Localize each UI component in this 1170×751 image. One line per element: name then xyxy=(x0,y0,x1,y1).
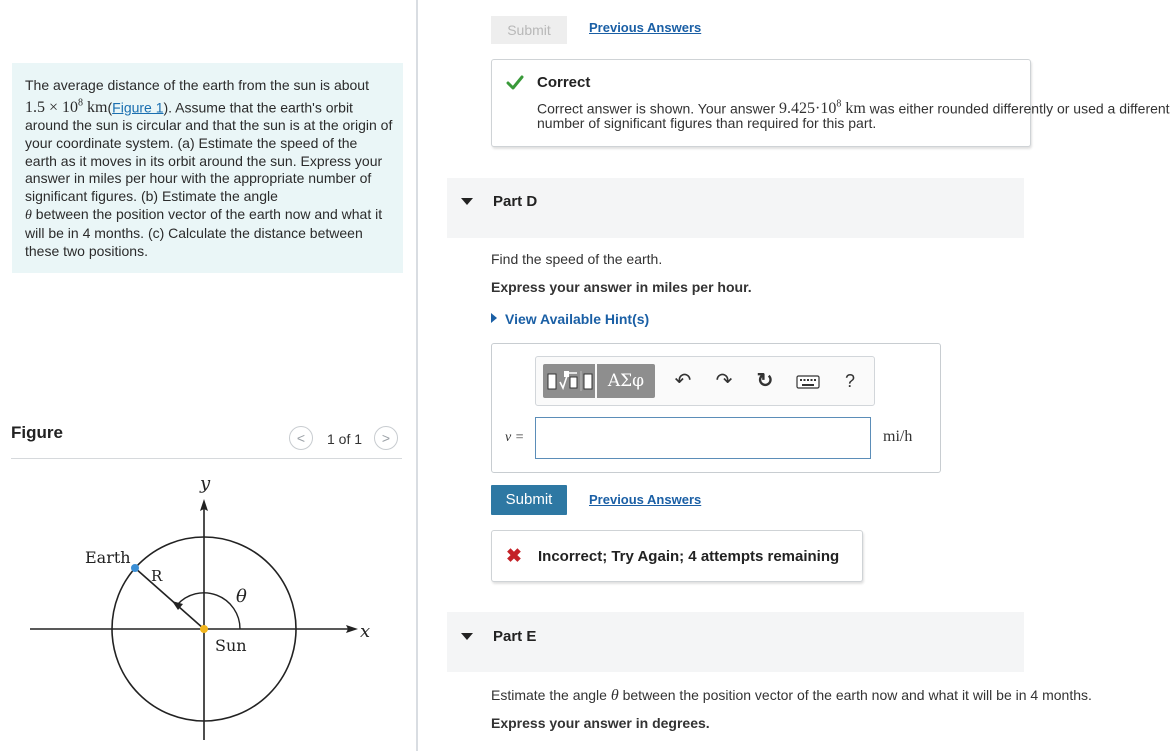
expand-triangle-icon xyxy=(491,313,497,323)
figure-link[interactable]: Figure 1 xyxy=(112,99,164,116)
part-e-prompt: Estimate the angle θ between the position vector of the earth now and what it will be in 4 months. xyxy=(491,687,1092,704)
figure-pager: 1 of 1 xyxy=(327,431,363,447)
figure-divider xyxy=(11,458,402,459)
orbit-figure xyxy=(20,465,400,745)
variable-label: v = xyxy=(505,430,525,445)
undo-icon[interactable]: ↶ xyxy=(674,370,692,392)
part-c-submit-button: Submit xyxy=(491,16,567,44)
templates-icon xyxy=(543,364,595,398)
answer-input[interactable] xyxy=(535,417,871,459)
correct-title: Correct xyxy=(537,74,591,91)
part-e-instruction: Express your answer in degrees. xyxy=(491,715,710,731)
figure-next-button[interactable]: > xyxy=(374,426,398,450)
figure-title: Figure xyxy=(11,423,63,442)
problem-text-3: between the position vector of the earth now and what it will be in 4 months. (c) Calculate the distance between these two positions. xyxy=(25,205,383,259)
correct-message-line2: number of significant figures than required for this part. xyxy=(537,115,877,131)
x-axis-label: x xyxy=(360,621,371,642)
part-d-title: Part D xyxy=(493,193,538,210)
part-e-title: Part E xyxy=(493,628,537,645)
theta-arc xyxy=(177,593,240,629)
templates-button[interactable] xyxy=(543,364,595,398)
part-d-prompt: Find the speed of the earth. xyxy=(491,251,663,267)
earth-label: Earth xyxy=(85,548,131,567)
problem-text-1: The average distance of the earth from the sun is about xyxy=(25,77,369,93)
part-d-instruction: Express your answer in miles per hour. xyxy=(491,279,752,295)
keyboard-icon[interactable] xyxy=(796,374,820,390)
sun-label: Sun xyxy=(215,636,247,655)
distance-value: $1.5 \times 10^8$ km xyxy=(25,97,108,117)
x-icon: ✖ xyxy=(506,546,522,567)
radius-label: R xyxy=(151,567,163,585)
y-axis-label: y xyxy=(200,473,211,494)
radius-line xyxy=(135,568,204,629)
view-hints-link[interactable]: View Available Hint(s) xyxy=(491,311,649,327)
unit-label: mi/h xyxy=(883,428,913,445)
help-icon[interactable]: ? xyxy=(844,371,855,391)
incorrect-feedback-text: Incorrect; Try Again; 4 attempts remaining xyxy=(538,548,840,565)
figure-prev-button[interactable]: < xyxy=(289,426,313,450)
earth-dot xyxy=(131,564,139,572)
theta-label: θ xyxy=(236,586,247,607)
correct-message: Correct answer is shown. Your answer $9.425\cdot 10^8$ km was either rounded differently or used a different xyxy=(537,99,1170,118)
reset-icon[interactable]: ↻ xyxy=(756,370,774,392)
part-c-previous-answers-link[interactable]: Previous Answers xyxy=(589,20,702,35)
part-d-submit-button[interactable]: Submit xyxy=(491,485,567,515)
check-icon xyxy=(506,75,524,91)
part-e-collapse-icon[interactable] xyxy=(461,633,473,640)
greek-symbols-button[interactable]: ΑΣφ xyxy=(597,364,655,398)
theta-symbol: θ xyxy=(25,207,32,223)
problem-text-2: ). Assume that the earth's orbit around the sun is circular and that the sun is at the origin of your coordinate system. (a) Estimate the speed of the earth as it moves in its orbit around the sun. Express your answer in miles per hour with the appropriate number of significant figures. (b) Estimate the angle xyxy=(25,99,393,205)
sun-dot xyxy=(200,625,208,633)
problem-statement: The average distance of the earth from the sun is about $1.5 \times 10^8$ km(Figure 1). Assume that the earth's orbit around the sun is circular and that the sun is at the origin of your coordinate system. (a) Estimate the speed of the earth as it moves in its orbit around the sun. Express your answer in miles per hour with the appropriate number of significant figures. (b) Estimate the angle θ between the position vector of the earth now and what it will be in 4 months. (c) Calculate the distance between these two positions. xyxy=(25,77,393,259)
part-d-previous-answers-link[interactable]: Previous Answers xyxy=(589,492,702,507)
part-d-collapse-icon[interactable] xyxy=(461,198,473,205)
redo-icon[interactable]: ↷ xyxy=(715,370,733,392)
pane-divider xyxy=(416,0,418,751)
